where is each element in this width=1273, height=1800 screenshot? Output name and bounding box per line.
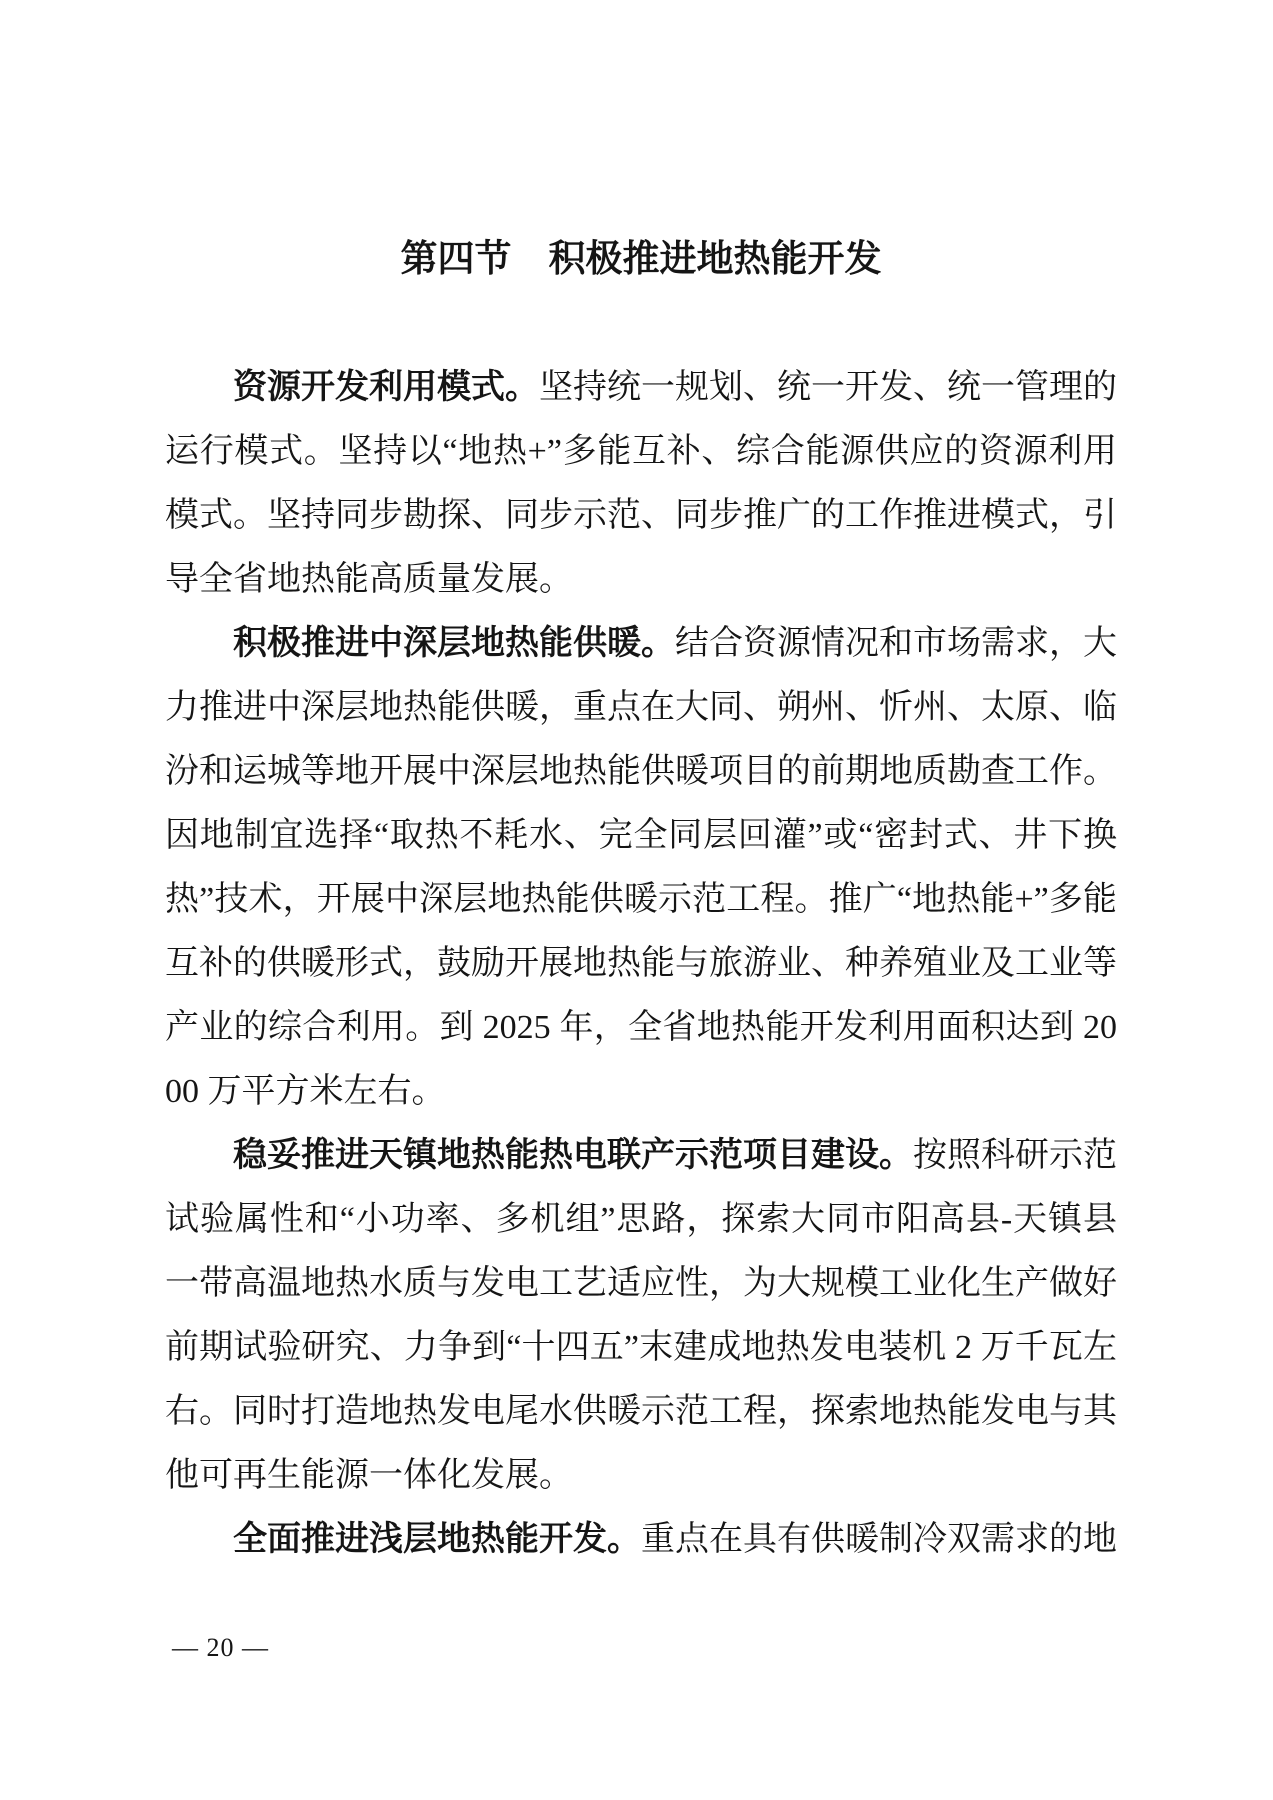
section-title: 第四节 积极推进地热能开发 (400, 239, 882, 280)
paragraph-lead: 全面推进浅层地热能开发。 (233, 1521, 641, 1558)
paragraph (165, 1508, 1117, 1572)
page-number: — 20 — (172, 1633, 269, 1662)
paragraph-lead: 资源开发利用模式。 (233, 369, 539, 406)
paragraph-lead: 积极推进中深层地热能供暖。 (233, 625, 675, 662)
paragraph-text: 重点在具有供暖制冷双需求的地 (641, 1521, 1117, 1558)
paragraph (165, 1124, 1117, 1508)
paragraph-lead: 稳妥推进天镇地热能热电联产示范项目建设。 (233, 1137, 913, 1174)
paragraph-text: 坚持统一规划、统一开发、统一管理的运行模式。坚持以“地热+”多能互补、综合能源供应的资源利用模式。坚持同步勘探、同步示范、同步推广的工作推进模式，引导全省地热能高质量发展。 (165, 369, 1117, 598)
paragraph-text: 按照科研示范试验属性和“小功率、多机组”思路，探索大同市阳高县-天镇县一带高温地热水质与发电工艺适应性，为大规模工业化生产做好前期试验研究、力争到“十四五”末建成地热发电装机 2 万千瓦左右。同时打造地热发电尾水供暖示范工程，探索地热能发电与其他可再生能源一体化发展。 (165, 1137, 1117, 1494)
paragraph (165, 612, 1117, 1124)
paragraph (165, 356, 1117, 612)
document-content (165, 228, 1117, 1572)
paragraph-text: 结合资源情况和市场需求，大力推进中深层地热能供暖，重点在大同、朔州、忻州、太原、临汾和运城等地开展中深层地热能供暖项目的前期地质勘查工作。因地制宜选择“取热不耗水、完全同层回灌”或“密封式、井下换热”技术，开展中深层地热能供暖示范工程。推广“地热能+”多能互补的供暖形式，鼓励开展地热能与旅游业、种养殖业及工业等产业的综合利用。到 2025 年，全省地热能开发利用面积达到 2000 万平方米左右。 (165, 625, 1117, 1110)
